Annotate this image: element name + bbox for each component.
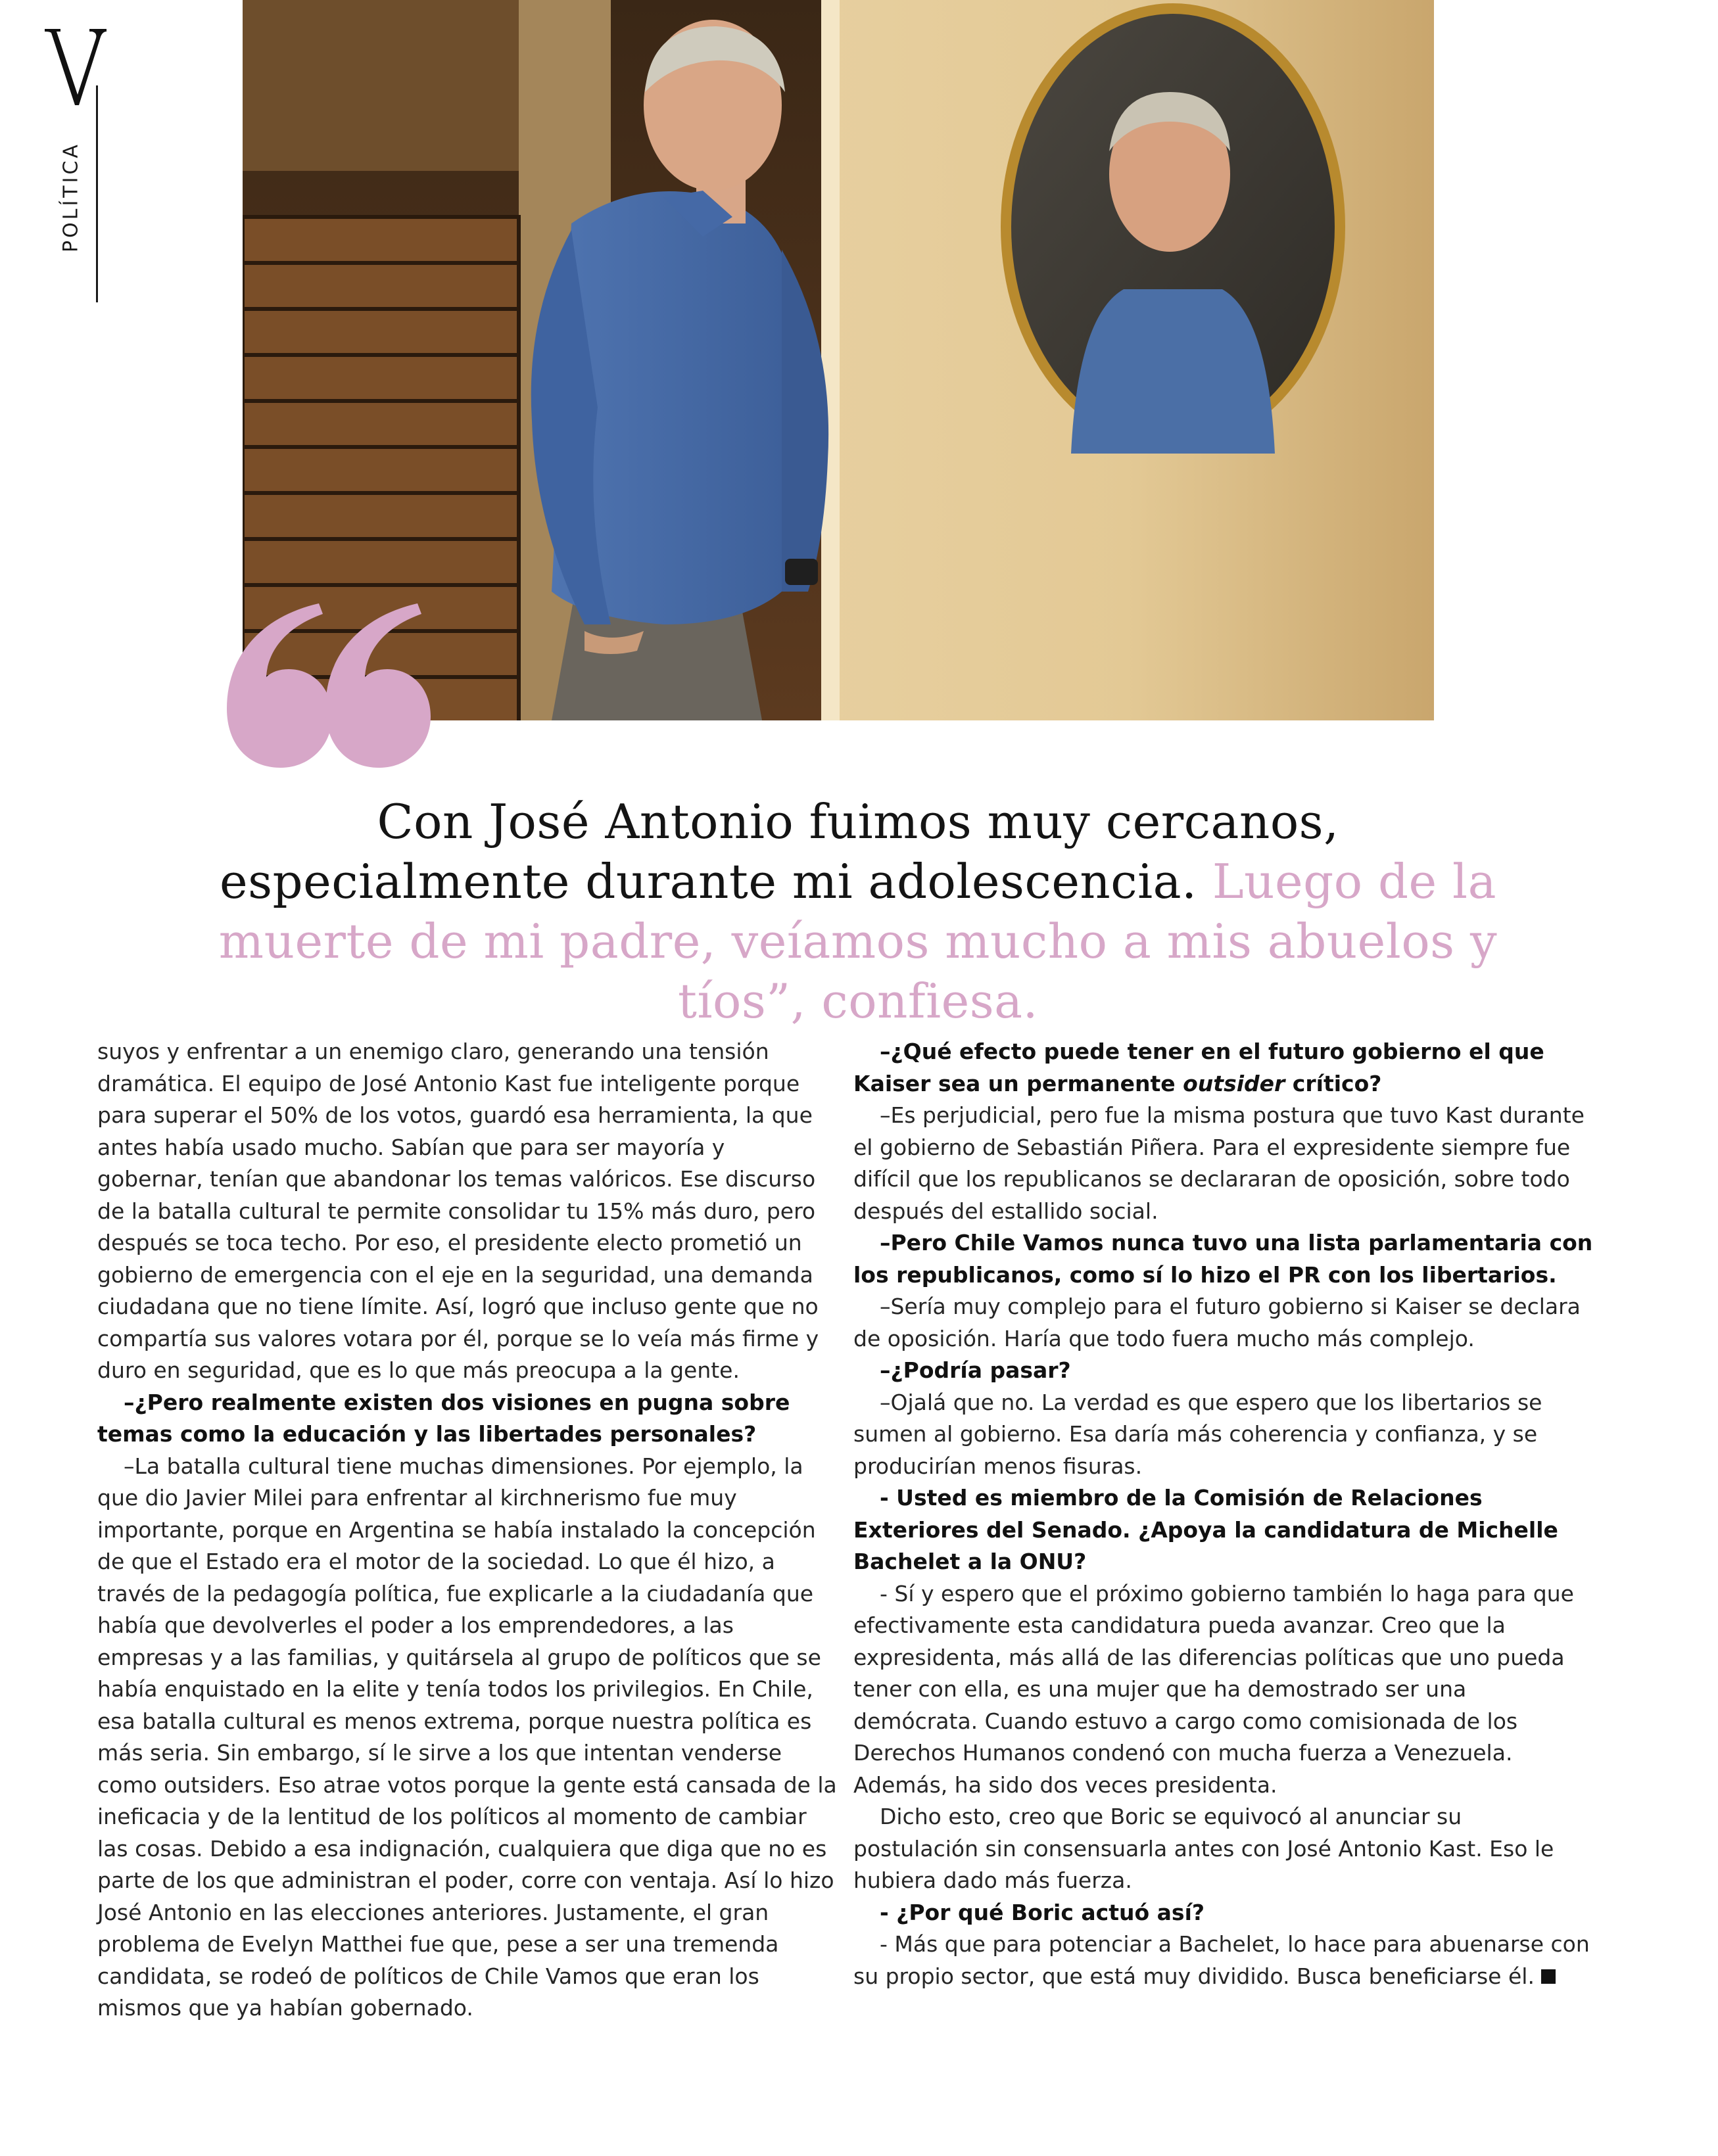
section-label-text: POLÍTICA (59, 142, 83, 252)
interview-answer: –Es perjudicial, pero fue la misma postura que tuvo Kast durante el gobierno de Sebastián Piñera. Para el expresidente siempre fue difícil que los republicanos se declararan de oposición, sobre todo después del estallido social. (853, 1102, 1585, 1224)
section-divider (96, 85, 98, 302)
question-emphasis: outsider (1183, 1070, 1285, 1096)
interview-question (853, 1036, 1593, 1100)
quotation-mark-icon (227, 603, 431, 768)
question-text-end: crítico? (1285, 1070, 1382, 1096)
article-paragraph: suyos y enfrentar a un enemigo claro, generando una tensión dramática. El equipo de José Antonio Kast fue inteligente porque para superar el 50% de los votos, guardó esa herramienta, la que antes había usado mucho. Sabían que para ser mayoría y gobernar, tenían que abandonar los temas valóricos. Ese discurso de la batalla cultural te permite consolidar tu 15% más duro, pero después se toca techo. Por eso, el presidente electo prometió un gobierno de emergencia con el eje en la seguridad, una demanda ciudadana que no tiene límite. Así, logró que incluso gente que no compartía sus valores votara por él, porque se lo veía más firme y duro en seguridad, que es lo que más preocupa a la gente. (97, 1039, 819, 1383)
interview-answer: Dicho esto, creo que Boric se equivocó al anunciar su postulación sin consensuarla antes con José Antonio Kast. Eso le hubiera dado más fuerza. (853, 1804, 1554, 1893)
interview-answer: –Ojalá que no. La verdad es que espero que los libertarios se sumen al gobierno. Esa daría más coherencia y confianza, y se producirían menos fisuras. (853, 1389, 1542, 1479)
interview-question: –Pero Chile Vamos nunca tuvo una lista parlamentaria con los republicanos, como sí lo hizo el PR con los libertarios. (853, 1230, 1593, 1288)
end-of-article-mark (1541, 1969, 1556, 1984)
interview-question: –¿Podría pasar? (880, 1357, 1071, 1383)
interview-answer (853, 1929, 1593, 1992)
interview-answer: –Sería muy complejo para el futuro gobierno si Kaiser se declara de oposición. Haría que todo fuera mucho más complejo. (853, 1294, 1581, 1351)
interview-question: –¿Pero realmente existen dos visiones en pugna sobre temas como la educación y las libertades personales? (97, 1389, 790, 1447)
question-text: –¿Qué efecto puede tener en el futuro gobierno el que Kaiser sea un permanente (853, 1039, 1544, 1096)
interview-question: - Usted es miembro de la Comisión de Relaciones Exteriores del Senado. ¿Apoya la candidatura de Michelle Bachelet a la ONU? (853, 1485, 1558, 1574)
pull-quote-main: Con José Antonio fuimos muy cercanos, especialmente durante mi adolescencia. (220, 794, 1339, 909)
interview-answer: - Sí y espero que el próximo gobierno también lo haga para que efectivamente esta candidatura pueda avanzar. Creo que la expresidenta, más allá de las diferencias políticas que uno pueda tener con ella, es una mujer que ha demostrado ser una demócrata. Cuando estuvo a cargo como comisionada de los Derechos Humanos condenó con mucha fuerza a Venezuela. Además, ha sido dos veces presidenta. (853, 1580, 1574, 1798)
answer-text: - Más que para potenciar a Bachelet, lo hace para abuenarse con su propio sector, que está muy dividido. Busca beneficiarse él. (853, 1931, 1590, 1989)
pull-quote-accent: Luego de la muerte de mi padre, veíamos mucho a mis abuelos y tíos”, confiesa. (218, 854, 1498, 1029)
article-column-right (853, 1036, 1593, 1992)
interview-answer: –La batalla cultural tiene muchas dimensiones. Por ejemplo, la que dio Javier Milei para enfrentar al kirchnerismo fue muy importante, porque en Argentina se había instalado la concepción de que el Estado era el motor de la sociedad. Lo que él hizo, a través de la pedagogía política, fue explicarle a la ciudadanía que había que devolverles el poder a los emprendedores, a las empresas y a las familias, y quitársela al grupo de políticos que se había enquistado en la elite y tenía todos los privilegios. En Chile, esa batalla cultural es menos extrema, porque nuestra política es más seria. Sin embargo, sí le sirve a los que intentan venderse como outsiders. Eso atrae votos porque la gente está cansada de la ineficacia y de la lentitud de los políticos al momento de cambiar las cosas. Debido a esa indignación, cualquiera que diga que no es parte de los que administran el poder, corre con ventaja. Así lo hizo José Antonio en las elecciones anteriores. Justamente, el gran problema de Evelyn Matthei fue que, pese a ser una tremenda candidata, se rodeó de políticos de Chile Vamos que eran los mismos que ya habían gobernado. (97, 1453, 837, 2021)
magazine-logo-v (43, 24, 109, 109)
interview-question: - ¿Por qué Boric actuó así? (880, 1899, 1205, 1925)
pull-quote (197, 792, 1519, 1031)
article-column-left (97, 1036, 837, 2025)
